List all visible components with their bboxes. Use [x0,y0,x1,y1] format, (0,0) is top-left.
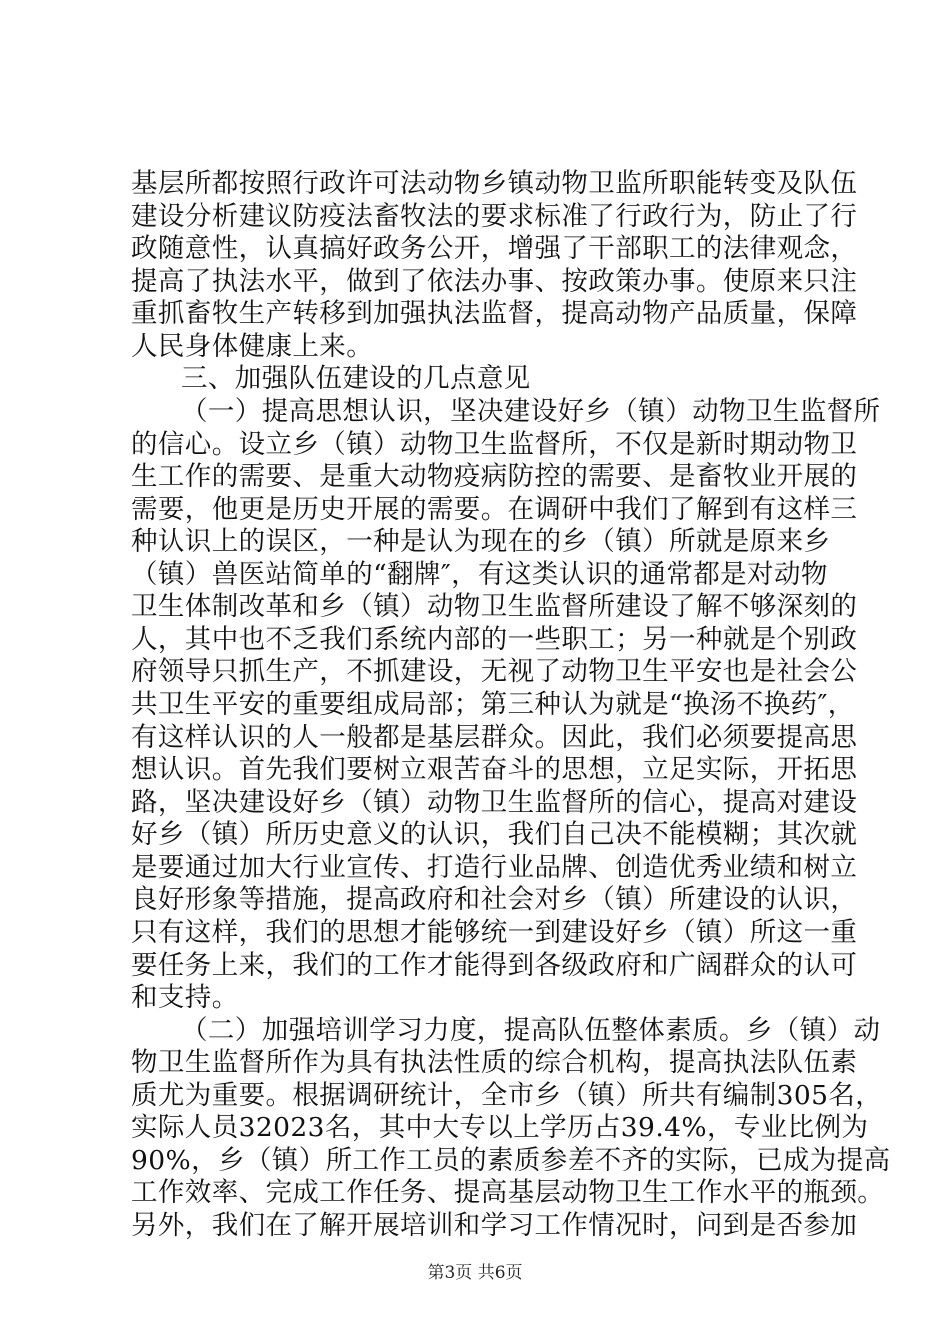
text-line: 人民身体健康上来。 [131,331,374,362]
text-line: 共卫生平安的重要组成局部；第三种认为就是“换汤不换药″， [131,689,855,720]
section-heading: 三、加强队伍建设的几点意见 [181,363,531,394]
text-line: 工作效率、完成工作任务、提高基层动物卫生工作水平的瓶颈。 [131,1177,885,1208]
text-line: 物卫生监督所作为具有执法性质的综合机构，提高执法队伍素 [131,1047,858,1078]
text-line: 生工作的需要、是重大动物疫病防控的需要、是畜牧业开展的 [131,461,858,492]
text-line: 人，其中也不乏我们系统内部的一些职工；另一种就是个别政 [131,624,858,655]
paragraph-first-line: （一）提高思想认识，坚决建设好乡（镇）动物卫生监督所 [181,396,881,427]
text-line: 提高了执法水平，做到了依法办事、按政策办事。使原来只注 [131,266,858,297]
text-line: 想认识。首先我们要树立艰苦奋斗的思想，立足实际，开拓思 [131,754,858,785]
page-number-footer: 第3页 共6页 [427,1263,523,1283]
text-line: 种认识上的误区，一种是认为现在的乡（镇）所就是原来乡 [131,526,831,557]
text-line: 有这样认识的人一般都是基层群众。因此，我们必须要提高思 [131,722,858,753]
text-line: 需要，他更是历史开展的需要。在调研中我们了解到有这样三 [131,494,858,525]
text-line: 建设分析建议防疫法畜牧法的要求标准了行政行为，防止了行 [131,201,858,232]
text-line: 另外，我们在了解开展培训和学习工作情况时，问到是否参加 [131,1210,858,1241]
text-line: 卫生体制改革和乡（镇）动物卫生监督所建设了解不够深刻的 [131,591,858,622]
text-line: 是要通过加大行业宣传、打造行业品牌、创造优秀业绩和树立 [131,852,858,883]
text-line: 好乡（镇）所历史意义的认识，我们自己决不能模糊；其次就 [131,819,858,850]
text-line: 实际人员32023名，其中大专以上学历占39.4%，专业比例为 [131,1112,869,1143]
text-line: 基层所都按照行政许可法动物乡镇动物卫监所职能转变及队伍 [131,168,858,199]
text-line: 90%，乡（镇）所工作工员的素质参差不齐的实际，已成为提高 [131,1145,891,1176]
text-line: （镇）兽医站简单的“翻牌″，有这类认识的通常都是对动物 [131,559,828,590]
text-line: 要任务上来，我们的工作才能得到各级政府和广阔群众的认可 [131,950,858,981]
text-line: 重抓畜牧生产转移到加强执法监督，提高动物产品质量，保障 [131,298,858,329]
text-line: 的信心。设立乡（镇）动物卫生监督所，不仅是新时期动物卫 [131,429,858,460]
text-line: 府领导只抓生产，不抓建设，无视了动物卫生平安也是社会公 [131,656,858,687]
text-line: 质尤为重要。根据调研统计，全市乡（镇）所共有编制305名， [131,1080,883,1111]
text-line: 只有这样，我们的思想才能够统一到建设好乡（镇）所这一重 [131,917,858,948]
text-line: 路，坚决建设好乡（镇）动物卫生监督所的信心，提高对建设 [131,787,858,818]
paragraph-first-line: （二）加强培训学习力度，提高队伍整体素质。乡（镇）动 [181,1015,881,1046]
text-line: 和支持。 [131,982,239,1013]
text-line: 政随意性，认真搞好政务公开，增强了干部职工的法律观念， [131,233,858,264]
text-line: 良好形象等措施，提高政府和社会对乡（镇）所建设的认识， [131,884,858,915]
